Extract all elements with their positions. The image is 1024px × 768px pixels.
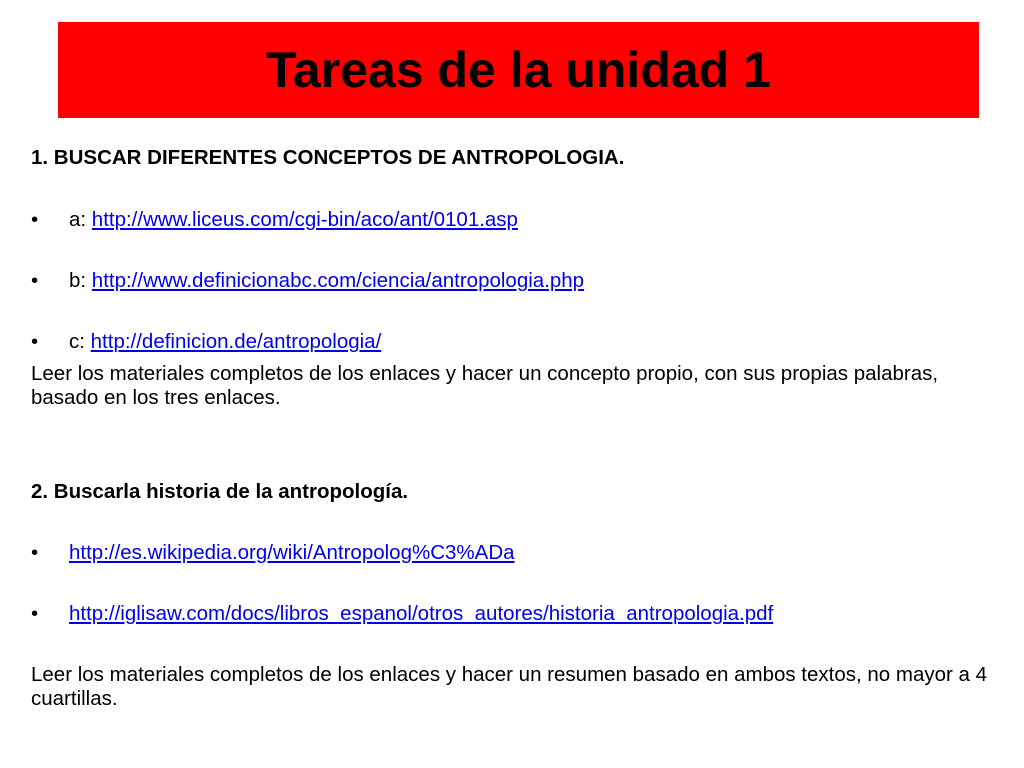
bullet-icon: • [31, 602, 39, 625]
item-a-prefix: a: [69, 208, 92, 231]
link-wikipedia[interactable]: http://es.wikipedia.org/wiki/Antropolog%C3%ADa [69, 541, 515, 564]
title-banner [58, 22, 979, 118]
item-b-prefix: b: [69, 269, 92, 292]
link-definicionabc[interactable]: http://www.definicionabc.com/ciencia/antropologia.php [91, 269, 585, 292]
list-item-a [31, 208, 518, 232]
bullet-icon: • [31, 269, 39, 292]
list-item-wikipedia [31, 541, 515, 565]
section-2-instructions: Leer los materiales completos de los enlaces y hacer un resumen basado en ambos textos, no mayor a 4 cuartillas. [31, 663, 988, 710]
section-1-instructions: Leer los materiales completos de los enlaces y hacer un concepto propio, con sus propias palabras, basado en los tres enlaces. [31, 362, 939, 409]
link-definicion-de[interactable]: http://definicion.de/antropologia/ [90, 330, 382, 353]
link-iglisaw[interactable]: http://iglisaw.com/docs/libros_espanol/otros_autores/historia_antropologia.pdf [69, 602, 774, 625]
section-1-heading: 1. BUSCAR DIFERENTES CONCEPTOS DE ANTROPOLOGIA. [31, 146, 625, 169]
list-item-iglisaw [31, 602, 773, 626]
link-liceus[interactable]: http://www.liceus.com/cgi-bin/aco/ant/0101.asp [91, 208, 518, 231]
bullet-icon: • [31, 208, 39, 231]
item-c-prefix: c: [69, 330, 91, 353]
bullet-icon: • [31, 330, 39, 353]
section-2-heading: 2. Buscarla historia de la antropología. [31, 480, 409, 503]
list-item-b [31, 269, 584, 293]
slide-title: Tareas de la unidad 1 [266, 42, 771, 98]
bullet-icon: • [31, 541, 39, 564]
list-item-c [31, 330, 381, 354]
